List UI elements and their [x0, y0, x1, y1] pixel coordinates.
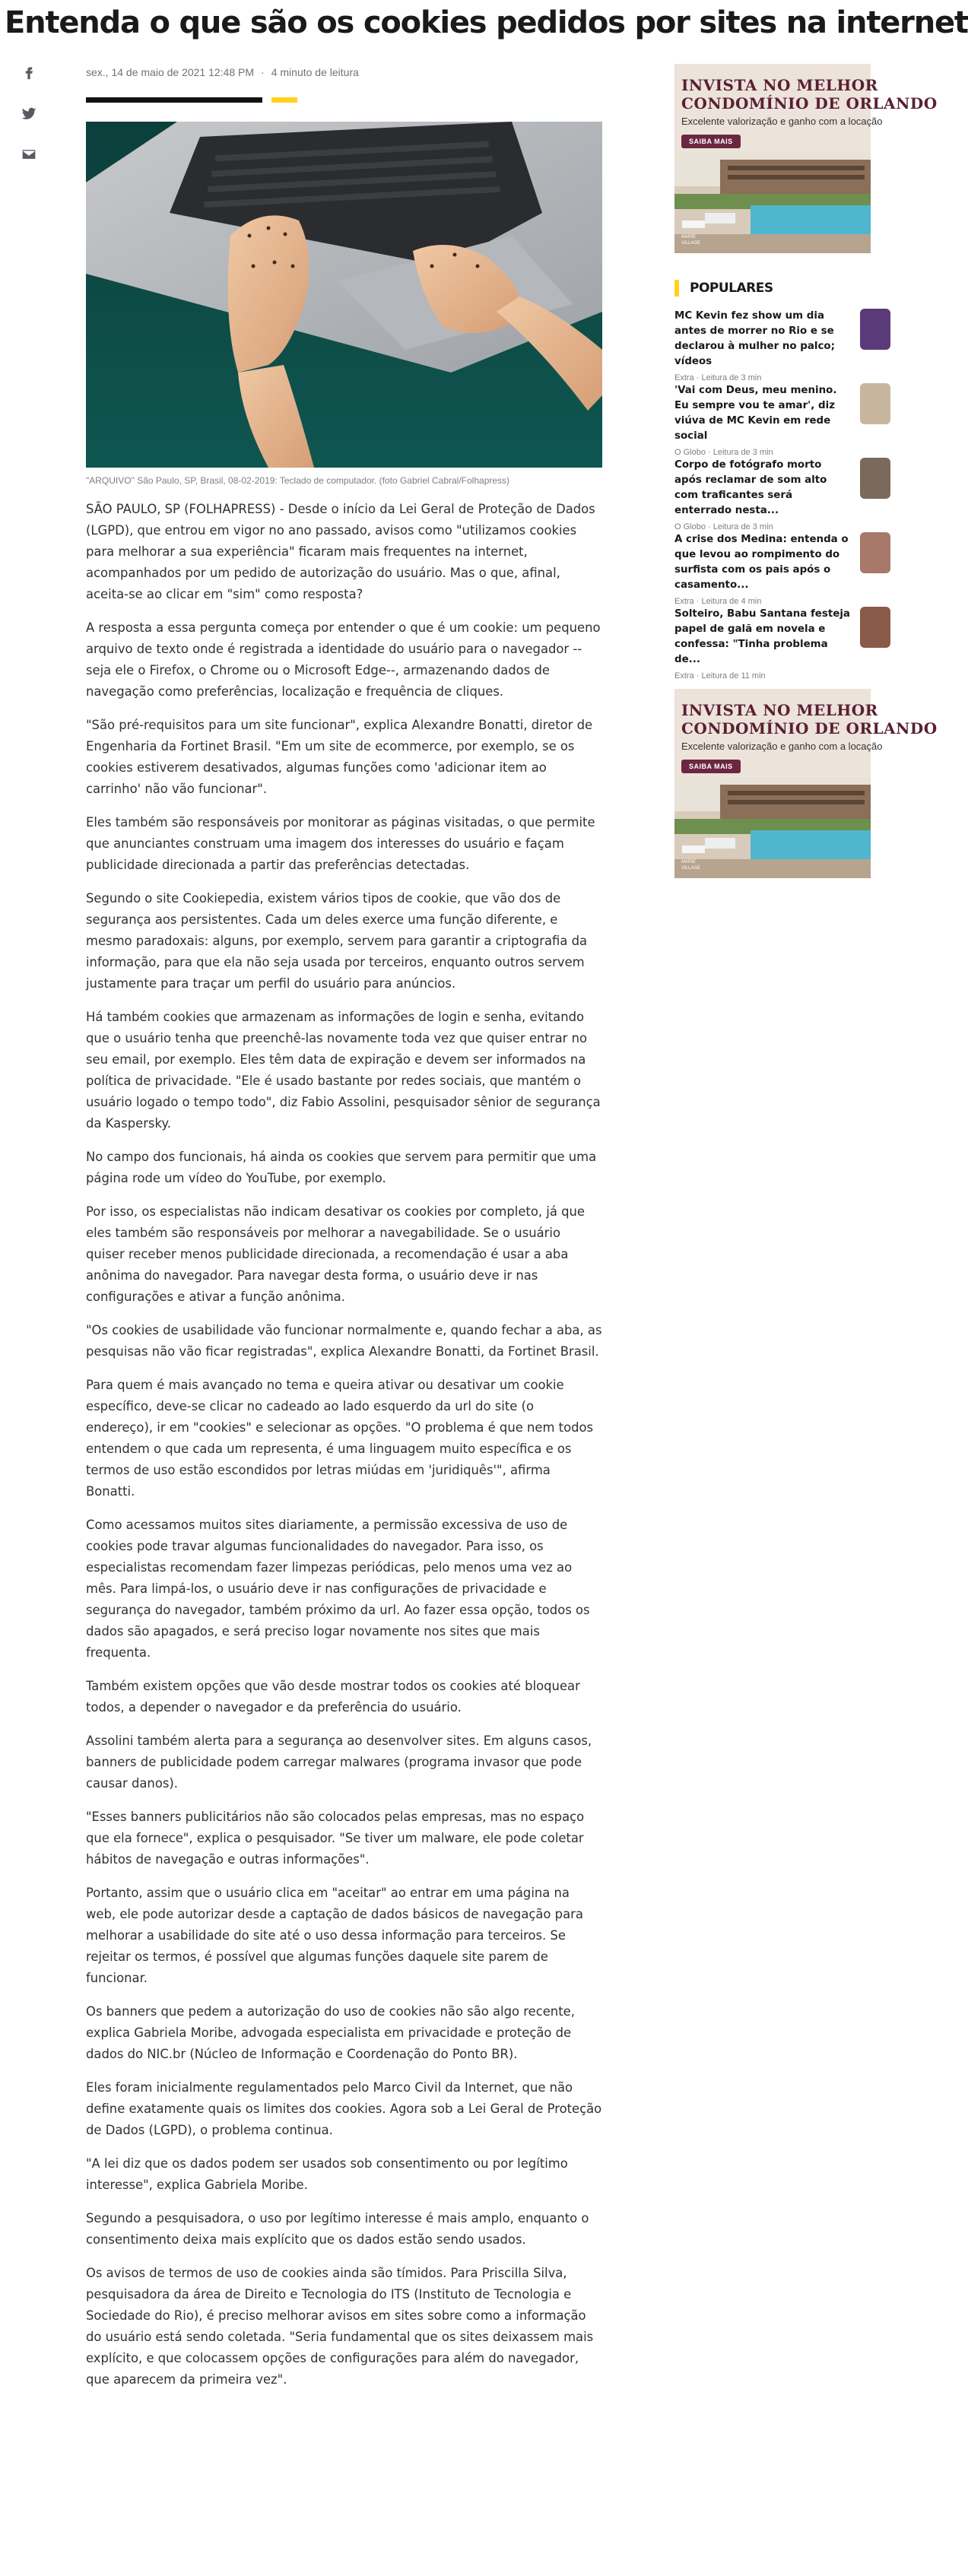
popular-item-meta: Extra · Leitura de 3 min — [674, 373, 762, 382]
article-paragraph: "Os cookies de usabilidade vão funcionar normalmente e, quando fechar a aba, as pesquisas não vão ficar registradas", explica Alexandre Bonatti, da Fortinet Brasil. — [86, 1323, 602, 1359]
ad-logo — [681, 859, 700, 871]
article-paragraph: "A lei diz que os dados podem ser usados sob consentimento ou por legítimo interesse", explica Gabriela Moribe. — [86, 2156, 568, 2192]
article-paragraph: Também existem opções que vão desde mostrar todos os cookies até bloquear todos, a depender o navegador e da preferência do usuário. — [86, 1679, 580, 1715]
ad-title-line2: CONDOMÍNIO DE ORLANDO — [681, 94, 938, 113]
resort-pool-illustration — [674, 152, 871, 253]
popular-item-source: Extra — [674, 597, 694, 606]
article-title: Entenda o que são os cookies pedidos por sites na internet — [5, 5, 968, 40]
popular-heading-accent — [674, 280, 679, 297]
article-paragraph: Portanto, assim que o usuário clica em "aceitar" ao entrar em uma página na web, ele pode autorizar desde a captação de dados básicos de navegação para melhorar a usabilidade do site até o uso dessa informação para terceiros. Se rejeitar os termos, é possível que algumas funções daquele site parem de funcionar. — [86, 1886, 583, 1985]
ad-photo — [674, 777, 871, 878]
ad-cta-button[interactable]: SAIBA MAIS — [681, 135, 741, 148]
article-paragraph: Assolini também alerta para a segurança ao desenvolver sites. Em alguns casos, banners de publicidade podem carregar malwares (programa invasor que pode causar danos). — [86, 1734, 592, 1791]
popular-item-time: Leitura de 3 min — [713, 522, 773, 531]
reading-time: 4 minuto de leitura — [271, 66, 359, 78]
ad-logo — [681, 234, 700, 246]
ad-logo-line1: MARIE — [681, 235, 697, 240]
popular-item-time: Leitura de 3 min — [713, 448, 773, 457]
article-paragraph: SÃO PAULO, SP (FOLHAPRESS) - Desde o início da Lei Geral de Proteção de Dados (LGPD), que entrou em vigor no ano passado, avisos como "utilizamos cookies para melhorar a sua experiência" ficaram mais frequentes na internet, acompanhados por um pedido de autorização do usuário. Mas o que, afinal, aceita-se ao clicar em "sim" como resposta? — [86, 502, 595, 601]
ad-title-line1: INVISTA NO MELHOR — [681, 76, 878, 94]
popular-item-title[interactable]: Solteiro, Babu Santana festeja papel de galã em novela e confessa: "Tinha problema de... — [674, 608, 850, 665]
sidebar-ad-bottom[interactable] — [674, 689, 938, 878]
wooden-hands-on-laptop-illustration — [86, 122, 602, 468]
popular-item-title[interactable]: MC Kevin fez show um dia antes de morrer no Rio e se declarou à mulher no palco; vídeos — [674, 310, 835, 367]
article-paragraph: Por isso, os especialistas não indicam desativar os cookies por completo, já que eles também são responsáveis por melhorar a navegabilidade. Se o usuário quiser receber menos publicidade direcionada, a recomendação é usar a aba anônima do navegador. Para navegar desta forma, o usuário deve ir nas configurações e ativar a função anônima. — [86, 1204, 585, 1304]
popular-item-meta: O Globo · Leitura de 3 min — [674, 522, 773, 531]
ad-text-block — [674, 64, 938, 152]
article-paragraph: "São pré-requisitos para um site funcionar", explica Alexandre Bonatti, diretor de Engenharia da Fortinet Brasil. "Em um site de ecommerce, por exemplo, se os cookies estiverem desativados, algumas funções como 'adicionar item ao carrinho' não vão funcionar". — [86, 718, 593, 796]
popular-item[interactable] — [674, 309, 871, 385]
facebook-icon[interactable] — [19, 65, 39, 84]
article-paragraph: Eles também são responsáveis por monitorar as páginas visitadas, o que permite que anunciantes construam uma imagem dos interesses do usuário e façam publicidade direcionada a partir das preferências detectadas. — [86, 815, 595, 872]
hero-image — [86, 122, 602, 468]
popular-item-source: Extra — [674, 671, 694, 680]
article-paragraph: Eles foram inicialmente regulamentados pelo Marco Civil da Internet, que não define exatamente quais os limites dos cookies. Agora sob a Lei Geral de Proteção de Dados (LGPD), o problema continua. — [86, 2080, 602, 2137]
popular-item-title[interactable]: Corpo de fotógrafo morto após reclamar de som alto com traficantes será enterrado nesta... — [674, 459, 827, 516]
ad-text-block — [674, 689, 938, 777]
popular-item-title[interactable]: 'Vai com Deus, meu menino. Eu sempre vou te amar', diz viúva de MC Kevin em rede social — [674, 385, 837, 442]
popular-item-thumbnail[interactable] — [860, 383, 890, 424]
share-bar — [19, 62, 39, 188]
article-paragraph: Segundo a pesquisadora, o uso por legítimo interesse é mais amplo, enquanto o consentimento deixa mais explícito que os dados estão sendo usados. — [86, 2211, 589, 2247]
popular-item-meta: Extra · Leitura de 11 min — [674, 671, 766, 680]
title-rule-accent — [271, 97, 297, 103]
popular-item[interactable] — [674, 458, 871, 534]
popular-item-meta: Extra · Leitura de 4 min — [674, 597, 762, 606]
popular-item[interactable] — [674, 532, 871, 608]
title-rule — [86, 97, 262, 103]
article-paragraph: Há também cookies que armazenam as informações de login e senha, evitando que o usuário tenha que preenchê-las novamente toda vez que quiser entrar no seu email, por exemplo. Eles têm data de expiração e devem ser informados na política de privacidade. "Ele é usado bastante por redes sociais, que mantém o usuário logado o tempo todo", diz Fabio Assolini, pesquisador sênior de segurança da Kaspersky. — [86, 1010, 601, 1131]
popular-item-source: Extra — [674, 373, 694, 382]
ad-cta-button[interactable]: SAIBA MAIS — [681, 760, 741, 773]
article-meta — [86, 64, 359, 81]
article-paragraph: A resposta a essa pergunta começa por entender o que é um cookie: um pequeno arquivo de texto onde é registrada a identidade do usuário para o navegador --seja ele o Firefox, o Chrome ou o Microsoft Edge--, armazenando dados de navegação como preferências, localização e frequência de cliques. — [86, 620, 601, 699]
article-paragraph: Para quem é mais avançado no tema e queira ativar ou desativar um cookie específico, deve-se clicar no cadeado ao lado esquerdo da url do site (o endereço), ir em "cookies" e selecionar as opções. "O problema é que nem todos entendem o que cada um representa, é uma linguagem muito específica e os termos de uso estão escondidos por letras miúdas em 'juridiquês'", afirma Bonatti. — [86, 1378, 594, 1499]
popular-heading-title: POPULARES — [690, 281, 773, 296]
ad-title-line2: CONDOMÍNIO DE ORLANDO — [681, 719, 938, 738]
popular-item-time: Leitura de 3 min — [701, 373, 762, 382]
article-paragraph: "Esses banners publicitários não são colocados pelas empresas, mas no espaço que ela fornece", explica o pesquisador. "Se tiver um malware, ele pode coletar hábitos de navegação e outras informações". — [86, 1810, 585, 1867]
article-paragraph: Como acessamos muitos sites diariamente, a permissão excessiva de uso de cookies pode travar algumas funcionalidades do navegador. Para isso, os especialistas recomendam fazer limpezas periódicas, pelo menos uma vez ao mês. Para limpá-los, o usuário deve ir nas configurações de privacidade e segurança do navegador, também próximo da url. Ao fazer essa opção, todos os dados são apagados, e será preciso logar novamente nos sites que mais frequenta. — [86, 1518, 590, 1660]
article-paragraph: Os banners que pedem a autorização do uso de cookies não são algo recente, explica Gabriela Moribe, advogada especialista em privacidade e proteção de dados do NIC.br (Núcleo de Informação e Coordenação do Ponto BR). — [86, 2004, 575, 2061]
ad-logo-line2: VILLAGE — [681, 866, 701, 871]
popular-item-meta: O Globo · Leitura de 3 min — [674, 448, 773, 457]
popular-item[interactable] — [674, 383, 871, 459]
ad-subtitle: Excelente valorização e ganho com a locação — [681, 116, 883, 127]
popular-item-time: Leitura de 4 min — [701, 597, 762, 606]
popular-item[interactable] — [674, 607, 871, 683]
popular-item-thumbnail[interactable] — [860, 458, 890, 499]
ad-photo — [674, 152, 871, 253]
article-paragraph: Os avisos de termos de uso de cookies ainda são tímidos. Para Priscilla Silva, pesquisadora da área de Direito e Tecnologia do ITS (Instituto de Tecnologia e Sociedade do Rio), é preciso melhorar avisos em sites sobre como a informação do usuário está sendo coletada. "Seria fundamental que os sites deixassem mais explícito, e que colocassem opções de configurações para além do navegador, que aparecem da primeira vez". — [86, 2266, 594, 2387]
ad-logo-line1: MARIE — [681, 860, 697, 864]
popular-item-source: O Globo — [674, 522, 706, 531]
image-caption: "ARQUIVO" São Paulo, SP, Brasil, 08-02-2019: Teclado de computador. (foto Gabriel Cabral/Folhapress) — [86, 475, 510, 486]
ad-subtitle: Excelente valorização e ganho com a locação — [681, 741, 883, 752]
popular-item-source: O Globo — [674, 448, 706, 457]
sidebar-ad-top[interactable] — [674, 64, 938, 253]
email-icon[interactable] — [19, 147, 39, 167]
article-paragraph: Segundo o site Cookiepedia, existem vários tipos de cookie, que vão dos de segurança aos persistentes. Cada um deles exerce uma função diferente, e mesmo paradoxais: alguns, por exemplo, servem para garantir a criptografia da informação, para que ela não seja usada por terceiros, enquanto outros servem justamente para traçar um perfil do usuário para anúncios. — [86, 891, 588, 991]
ad-logo-line2: VILLAGE — [681, 241, 701, 246]
twitter-icon[interactable] — [19, 106, 39, 125]
resort-pool-illustration — [674, 777, 871, 878]
popular-item-thumbnail[interactable] — [860, 309, 890, 350]
popular-item-thumbnail[interactable] — [860, 607, 890, 648]
popular-item-title[interactable]: A crise dos Medina: entenda o que levou ao rompimento do surfista com os pais após o casamento... — [674, 534, 849, 591]
article-paragraph: No campo dos funcionais, há ainda os cookies que servem para permitir que uma página rode um vídeo do YouTube, por exemplo. — [86, 1150, 597, 1185]
article-date: sex., 14 de maio de 2021 12:48 PM — [86, 66, 255, 78]
popular-item-thumbnail[interactable] — [860, 532, 890, 573]
popular-item-time: Leitura de 11 min — [701, 671, 766, 680]
meta-separator: · — [261, 66, 265, 78]
ad-title-line1: INVISTA NO MELHOR — [681, 701, 878, 719]
article-body — [86, 499, 602, 2403]
